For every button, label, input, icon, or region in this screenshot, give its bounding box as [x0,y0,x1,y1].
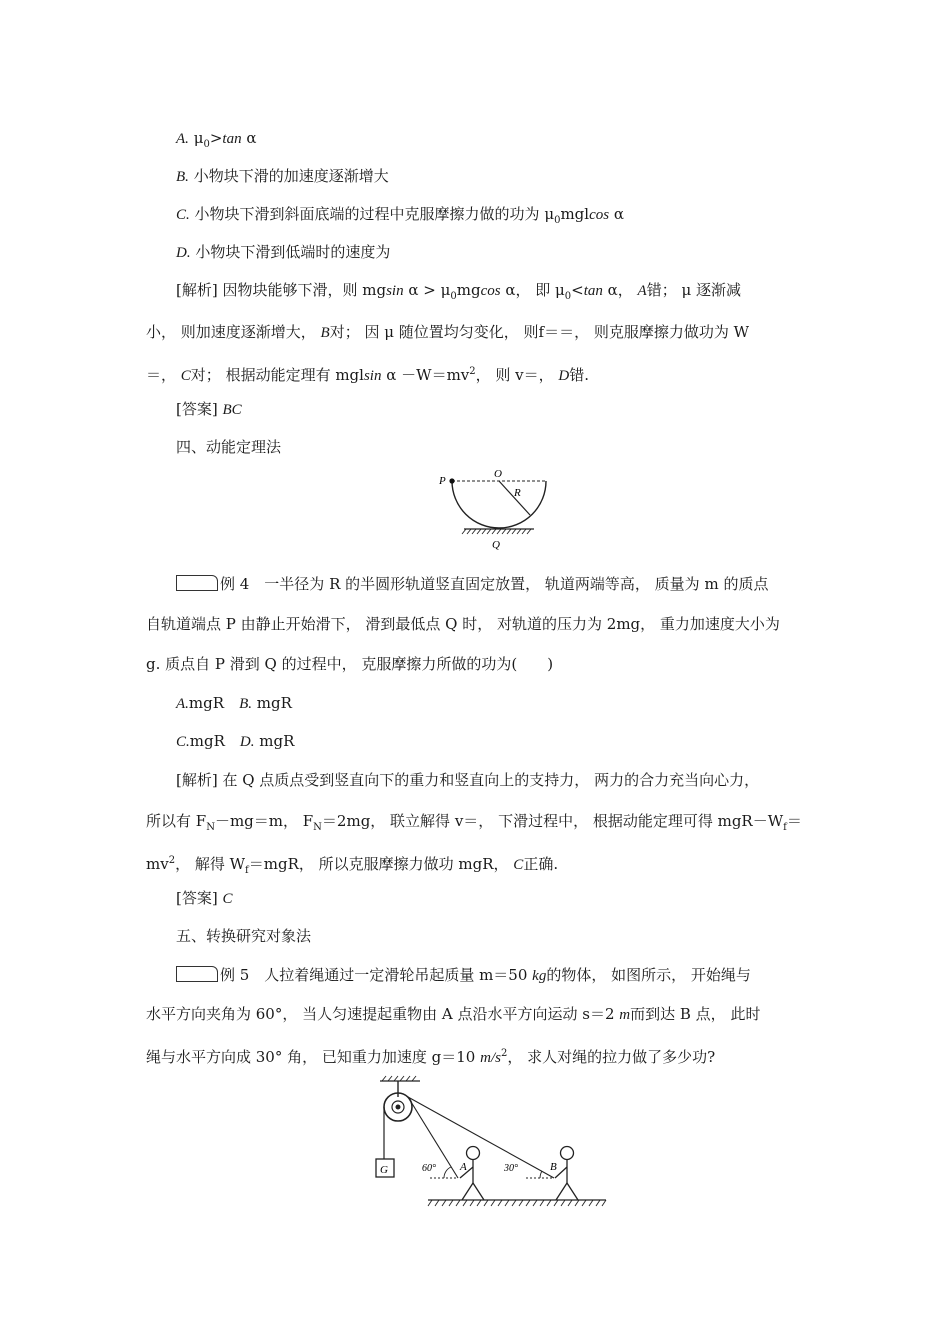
example-5-line-3: 绳与水平方向成 30° 角， 已知重力加速度 g＝10 $m/s^2$， 求人对绳的拉力做了多少功? [146,1048,716,1066]
pulley-figure [362,1075,614,1210]
person-b-icon [555,1147,578,1201]
example-marker-icon [176,966,218,982]
section-5-heading: 五、转换研究对象法 [176,927,312,945]
label-p: P [439,475,446,487]
solution-3-line-3: ＝， C对； 根据动能定理有 mglsin $\alpha -W=mv^2$， 则 v＝， D错. [146,366,590,384]
label-q: Q [492,539,500,551]
example-marker-icon [176,575,218,591]
example-4-line-2: 自轨道端点 P 由静止开始滑下， 滑到最低点 Q 时， 对轨道的压力为 2mg， 重力加速度大小为 [146,615,780,633]
label-b: B [550,1161,557,1173]
label-o: O [494,468,502,480]
answer-4: [答案] C [176,889,233,907]
option-c: C. 小物块下滑到斜面底端的过程中克服摩擦力做的功为 $\mu_0mglcos$ α [176,205,624,226]
option-b: B. 小物块下滑的加速度逐渐增大 [176,167,389,185]
example-5-line-2: 水平方向夹角为 60°， 当人匀速提起重物由 A 点沿水平方向运动 s＝2 m而到达 B 点， 此时 [146,1005,761,1023]
option-a: A. $\mu_0>\tan$ α [176,129,257,150]
solution-3-line-2: 小， 则加速度逐渐增大， B对； 因 μ 随位置均匀变化， 则f＝＝， 则克服摩擦力做功为 W [146,323,750,341]
example-4-line-3: g. 质点自 P 滑到 Q 的过程中， 克服摩擦力所做的功为( ) [146,655,554,673]
example-4-line-1: 例 4 一半径为 R 的半圆形轨道竖直固定放置， 轨道两端等高， 质量为 m 的质点 [176,574,768,594]
example-5-line-1: 例 5 人拉着绳通过一定滑轮吊起质量 m＝50 kg的物体， 如图所示， 开始绳与 [176,965,751,986]
section-4-heading: 四、动能定理法 [176,438,282,456]
option-d: D. 小物块下滑到低端时的速度为 [176,243,391,261]
solution-4-line-1: [解析] 在 Q 点质点受到竖直向下的重力和竖直向上的支持力， 两力的合力充当向心力， [176,771,760,789]
example-4-options-cd: C.mgR D. mgR [176,732,295,750]
label-r: R [514,487,521,499]
label-angle-30: 30° [504,1163,518,1174]
semicircle-track-figure [430,462,560,554]
answer-3: [答案] BC [176,400,242,418]
solution-3-line-1: [解析] 因物块能够下滑，则 mgsin $\alpha > \mu_0mgcos$ α， 即 $\mu_0<\tan$ α， A错； μ 逐渐减 [176,281,742,302]
solution-4-line-2: 所以有 $F_N-mg=m$， $F_N=2mg$， 联立解得 v＝， 下滑过程中， 根据动能定理可得 $mgR-W_f=$ [146,812,802,833]
solution-4-line-3: $mv^2$， 解得 $W_f=mgR$， 所以克服摩擦力做功 mgR， C正确. [146,855,559,876]
label-g: G [380,1164,388,1176]
example-4-options-ab: A.mgR B. mgR [176,694,292,712]
label-a: A [460,1161,467,1173]
person-a-icon [460,1147,484,1201]
label-angle-60: 60° [422,1163,436,1174]
